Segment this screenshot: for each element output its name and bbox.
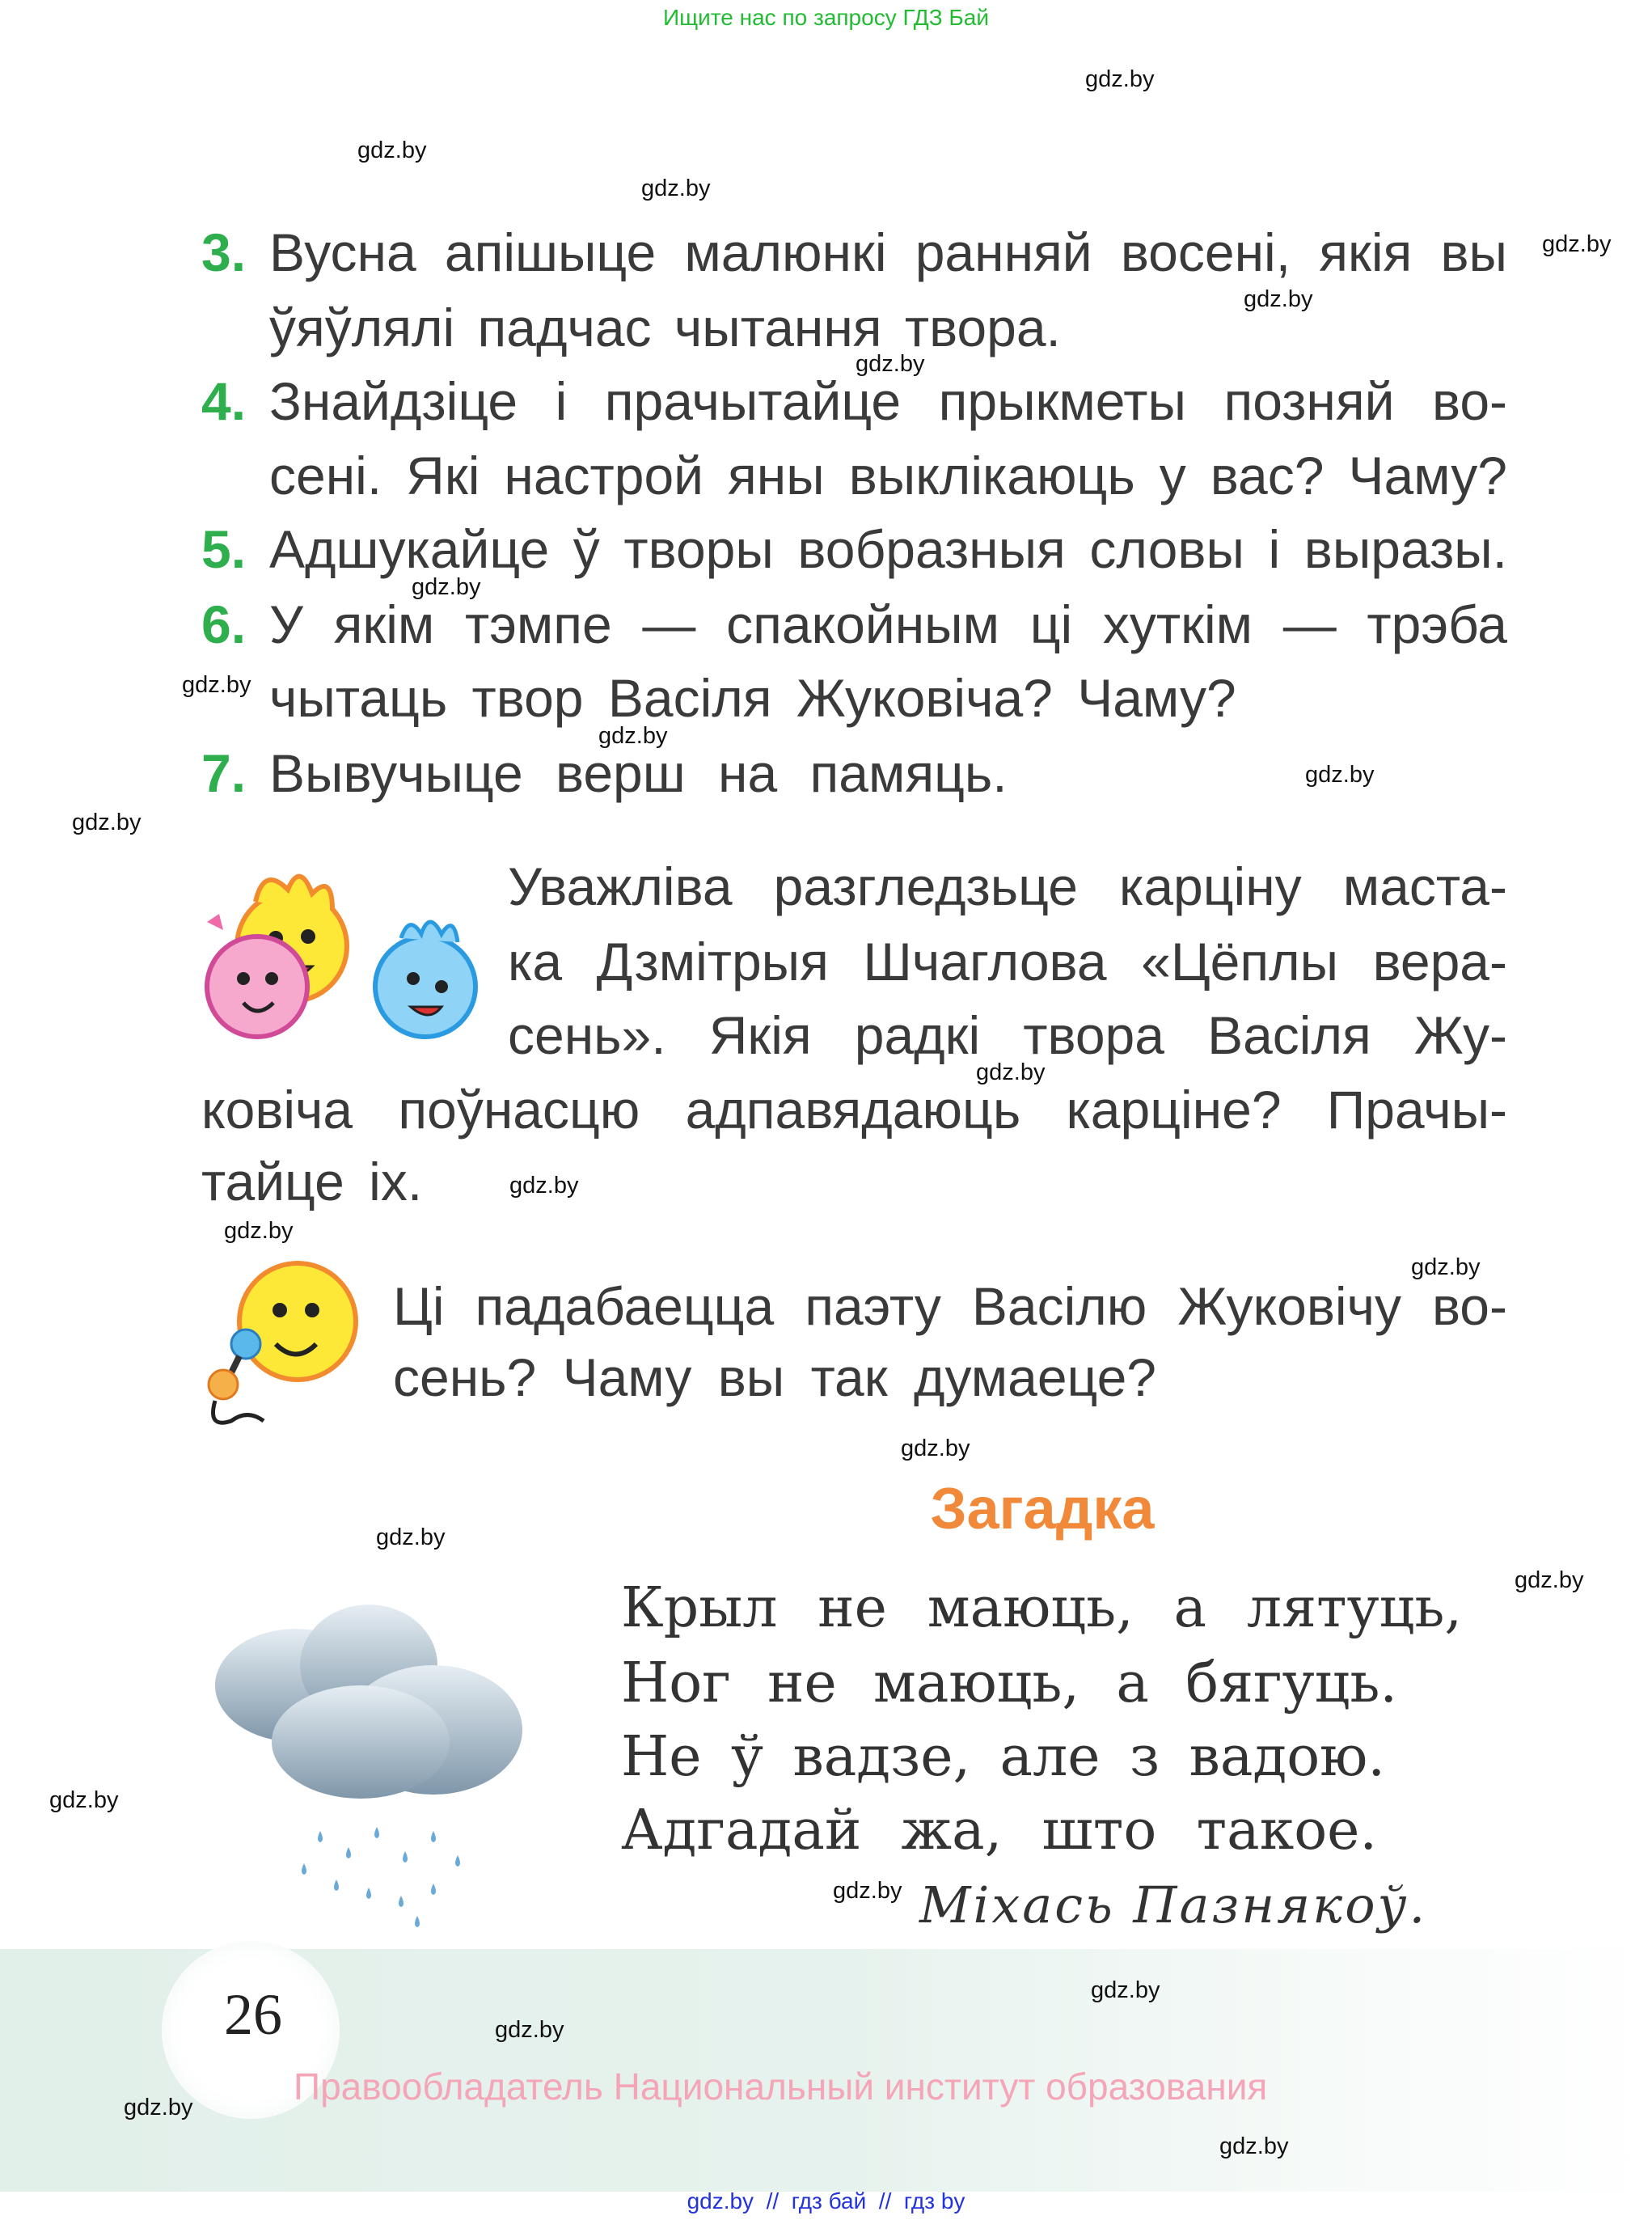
watermark: gdz.by [224,1218,294,1244]
promo-banner[interactable]: Ищите нас по запросу ГДЗ Бай [662,5,990,30]
watermark: gdz.by [49,1787,119,1813]
watermark: gdz.by [1305,762,1375,788]
watermark: gdz.by [976,1059,1046,1085]
watermark: gdz.by [856,351,925,377]
question-7-number: 7. [201,743,247,803]
watermark: gdz.by [1244,286,1313,312]
watermark: gdz.by [1515,1567,1584,1593]
microphone-smiley-icon [199,1255,365,1433]
question-3-line-1: Вусна апішыце малюнкі ранняй восені, якія вы [269,222,1507,282]
watermark: gdz.by [833,1878,902,1904]
question-4-number: 4. [201,371,247,431]
watermark: gdz.by [1085,66,1155,92]
watermark: gdz.by [182,672,251,698]
task-picture-line-1: Уважліва разгледзьце карціну маста- [508,856,1507,916]
watermark: gdz.by [641,175,711,201]
question-4-line-2: сені. Які настрой яны выклікаюць у вас? Чаму? [269,446,1507,505]
question-4-line-1: Знайдзіце і прачытайце прыкметы позняй во- [269,371,1507,431]
watermark: gdz.by [124,2095,193,2120]
watermark: gdz.by [509,1173,579,1199]
question-5-line-1: Адшукайце ў творы вобразныя словы і выразы. [269,519,1507,579]
task-picture-line-4: ковіча поўнасцю адпавядаюць карціне? Прачы- [201,1080,1507,1139]
task-opinion-line-2: сень? Чаму вы так думаеце? [393,1347,1157,1407]
watermark: gdz.by [72,810,142,835]
watermark: gdz.by [1091,1977,1160,2003]
riddle-line-4: Адгадай жа, што такое. [621,1799,1377,1862]
question-6-line-1: У якім тэмпе — спакойным ці хуткім — трэба [269,594,1507,654]
riddle-title: Загадка [930,1477,1155,1541]
riddle-line-3: Не ў вадзе, але з вадою. [621,1725,1385,1789]
watermark: gdz.by [1219,2133,1289,2159]
question-6-line-2: чытаць твор Васіля Жуковіча? Чаму? [269,668,1236,728]
watermark: gdz.by [376,1524,446,1550]
watermark: gdz.by [901,1435,970,1461]
question-7-line-1: Вывучыце верш на памяць. [269,743,1008,803]
task-picture-line-3: сень». Якія радкі твора Васіля Жу- [508,1005,1507,1065]
three-smileys-icon [199,865,482,1051]
footer-links[interactable]: gdz.by // гдз бай // гдз by [687,2188,965,2213]
question-3-number: 3. [201,222,247,282]
question-6-number: 6. [201,594,247,654]
copyright-notice: Правообладатель Национальный институт образования [294,2065,1268,2108]
watermark: gdz.by [598,723,668,749]
riddle-line-2: Ног не маюць, а бягуць. [621,1651,1397,1715]
watermark: gdz.by [1411,1254,1481,1280]
task-picture-line-5: тайце іх. [201,1152,423,1211]
task-picture-line-2: ка Дзмітрыя Шчаглова «Цёплы вера- [508,932,1507,991]
watermark: gdz.by [1542,231,1612,257]
watermark: gdz.by [412,574,481,600]
watermark: gdz.by [495,2017,564,2043]
riddle-line-1: Крыл не маюць, а лятуць, [621,1576,1462,1640]
rain-cloud-icon [199,1588,555,1936]
task-opinion-line-1: Ці падабаецца паэту Васілю Жуковічу во- [393,1276,1507,1336]
riddle-author: Міхась Пазнякоў. [919,1875,1428,1934]
question-5-number: 5. [201,519,247,579]
watermark: gdz.by [357,137,427,163]
question-3-line-2: ўяўлялі падчас чытання твора. [269,298,1061,357]
page-number: 26 [224,1982,282,2047]
